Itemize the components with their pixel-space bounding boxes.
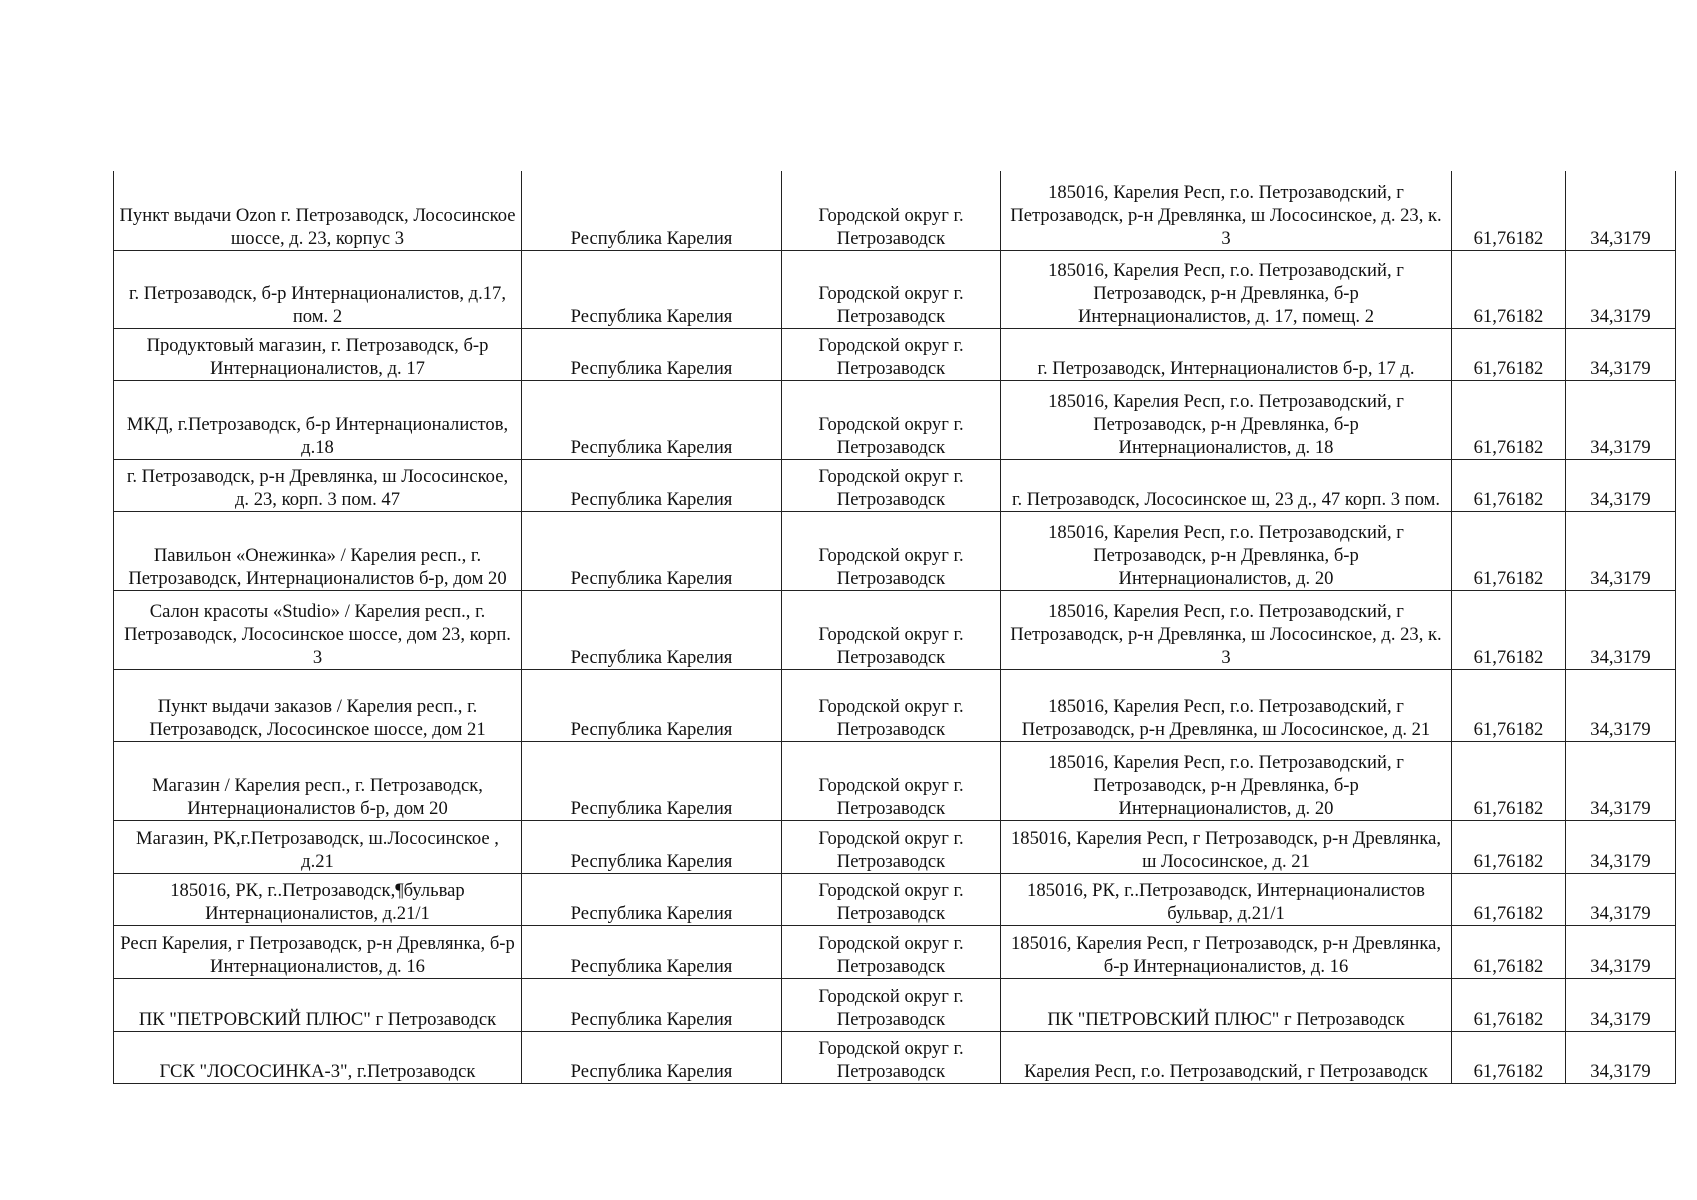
region-cell: Республика Карелия <box>522 171 782 250</box>
latitude-cell: 61,76182 <box>1452 873 1566 925</box>
district-cell: Городской округ г. Петрозаводск <box>782 873 1001 925</box>
latitude-cell: 61,76182 <box>1452 669 1566 741</box>
table-row <box>114 171 1676 250</box>
latitude-cell: 61,76182 <box>1452 250 1566 328</box>
address-cell: 185016, Карелия Респ, г.о. Петрозаводский, г Петрозаводск, р-н Древлянка, б-р Интернационалистов, д. 20 <box>1001 741 1452 820</box>
region-cell: Республика Карелия <box>522 669 782 741</box>
object-name-cell: г. Петрозаводск, р-н Древлянка, ш Лососинское, д. 23, корп. 3 пом. 47 <box>114 459 522 511</box>
address-cell: 185016, Карелия Респ, г.о. Петрозаводский, г Петрозаводск, р-н Древлянка, ш Лососинское, д. 21 <box>1001 669 1452 741</box>
table-row <box>114 925 1676 978</box>
region-cell: Республика Карелия <box>522 741 782 820</box>
longitude-cell: 34,3179 <box>1566 511 1676 590</box>
region-cell: Республика Карелия <box>522 511 782 590</box>
object-name-cell: г. Петрозаводск, б-р Интернационалистов, д.17, пом. 2 <box>114 250 522 328</box>
address-cell: ПК "ПЕТРОВСКИЙ ПЛЮС" г Петрозаводск <box>1001 978 1452 1031</box>
latitude-cell: 61,76182 <box>1452 511 1566 590</box>
region-cell: Республика Карелия <box>522 978 782 1031</box>
district-cell: Городской округ г. Петрозаводск <box>782 590 1001 669</box>
object-name-cell: Продуктовый магазин, г. Петрозаводск, б-р Интернационалистов, д. 17 <box>114 328 522 380</box>
district-cell: Городской округ г. Петрозаводск <box>782 328 1001 380</box>
address-cell: 185016, Карелия Респ, г Петрозаводск, р-н Древлянка, б-р Интернационалистов, д. 16 <box>1001 925 1452 978</box>
district-cell: Городской округ г. Петрозаводск <box>782 250 1001 328</box>
table-row <box>114 978 1676 1031</box>
table-row <box>114 511 1676 590</box>
object-name-cell: Пункт выдачи заказов / Карелия респ., г. Петрозаводск, Лососинское шоссе, дом 21 <box>114 669 522 741</box>
district-cell: Городской округ г. Петрозаводск <box>782 459 1001 511</box>
longitude-cell: 34,3179 <box>1566 171 1676 250</box>
longitude-cell: 34,3179 <box>1566 250 1676 328</box>
object-name-cell: ПК "ПЕТРОВСКИЙ ПЛЮС" г Петрозаводск <box>114 978 522 1031</box>
object-name-cell: Салон красоты «Studio» / Карелия респ., г. Петрозаводск, Лососинское шоссе, дом 23, корп. 3 <box>114 590 522 669</box>
district-cell: Городской округ г. Петрозаводск <box>782 511 1001 590</box>
region-cell: Республика Карелия <box>522 590 782 669</box>
address-cell: 185016, Карелия Респ, г.о. Петрозаводский, г Петрозаводск, р-н Древлянка, б-р Интернационалистов, д. 18 <box>1001 380 1452 459</box>
district-cell: Городской округ г. Петрозаводск <box>782 380 1001 459</box>
longitude-cell: 34,3179 <box>1566 328 1676 380</box>
address-cell: г. Петрозаводск, Лососинское ш, 23 д., 47 корп. 3 пом. <box>1001 459 1452 511</box>
table-row <box>114 1031 1676 1083</box>
address-cell: Карелия Респ, г.о. Петрозаводский, г Петрозаводск <box>1001 1031 1452 1083</box>
district-cell: Городской округ г. Петрозаводск <box>782 1031 1001 1083</box>
district-cell: Городской округ г. Петрозаводск <box>782 741 1001 820</box>
table-row <box>114 250 1676 328</box>
region-cell: Республика Карелия <box>522 820 782 873</box>
object-name-cell: Магазин / Карелия респ., г. Петрозаводск, Интернационалистов б-р, дом 20 <box>114 741 522 820</box>
longitude-cell: 34,3179 <box>1566 925 1676 978</box>
latitude-cell: 61,76182 <box>1452 171 1566 250</box>
object-name-cell: Магазин, РК,г.Петрозаводск, ш.Лососинское , д.21 <box>114 820 522 873</box>
address-cell: 185016, Карелия Респ, г.о. Петрозаводский, г Петрозаводск, р-н Древлянка, б-р Интернационалистов, д. 17, помещ. 2 <box>1001 250 1452 328</box>
longitude-cell: 34,3179 <box>1566 978 1676 1031</box>
latitude-cell: 61,76182 <box>1452 978 1566 1031</box>
region-cell: Республика Карелия <box>522 1031 782 1083</box>
region-cell: Республика Карелия <box>522 380 782 459</box>
longitude-cell: 34,3179 <box>1566 669 1676 741</box>
district-cell: Городской округ г. Петрозаводск <box>782 925 1001 978</box>
table-row <box>114 741 1676 820</box>
region-cell: Республика Карелия <box>522 873 782 925</box>
table-row <box>114 380 1676 459</box>
latitude-cell: 61,76182 <box>1452 1031 1566 1083</box>
region-cell: Республика Карелия <box>522 250 782 328</box>
region-cell: Республика Карелия <box>522 925 782 978</box>
longitude-cell: 34,3179 <box>1566 820 1676 873</box>
address-cell: 185016, Карелия Респ, г.о. Петрозаводский, г Петрозаводск, р-н Древлянка, ш Лососинское, д. 23, к. 3 <box>1001 171 1452 250</box>
longitude-cell: 34,3179 <box>1566 380 1676 459</box>
latitude-cell: 61,76182 <box>1452 820 1566 873</box>
region-cell: Республика Карелия <box>522 328 782 380</box>
longitude-cell: 34,3179 <box>1566 741 1676 820</box>
latitude-cell: 61,76182 <box>1452 459 1566 511</box>
object-name-cell: 185016, РК, г..Петрозаводск,¶бульвар Интернационалистов, д.21/1 <box>114 873 522 925</box>
address-cell: 185016, Карелия Респ, г.о. Петрозаводский, г Петрозаводск, р-н Древлянка, б-р Интернационалистов, д. 20 <box>1001 511 1452 590</box>
table-row <box>114 459 1676 511</box>
table-row <box>114 873 1676 925</box>
address-table <box>113 171 1676 1084</box>
address-cell: 185016, РК, г..Петрозаводск, Интернационалистов бульвар, д.21/1 <box>1001 873 1452 925</box>
latitude-cell: 61,76182 <box>1452 925 1566 978</box>
latitude-cell: 61,76182 <box>1452 328 1566 380</box>
latitude-cell: 61,76182 <box>1452 380 1566 459</box>
longitude-cell: 34,3179 <box>1566 1031 1676 1083</box>
table-row <box>114 669 1676 741</box>
address-cell: г. Петрозаводск, Интернационалистов б-р, 17 д. <box>1001 328 1452 380</box>
address-cell: 185016, Карелия Респ, г.о. Петрозаводский, г Петрозаводск, р-н Древлянка, ш Лососинское, д. 23, к. 3 <box>1001 590 1452 669</box>
latitude-cell: 61,76182 <box>1452 590 1566 669</box>
object-name-cell: Пункт выдачи Ozon г. Петрозаводск, Лососинское шоссе, д. 23, корпус 3 <box>114 171 522 250</box>
region-cell: Республика Карелия <box>522 459 782 511</box>
district-cell: Городской округ г. Петрозаводск <box>782 978 1001 1031</box>
object-name-cell: МКД, г.Петрозаводск, б-р Интернационалистов, д.18 <box>114 380 522 459</box>
address-cell: 185016, Карелия Респ, г Петрозаводск, р-н Древлянка, ш Лососинское, д. 21 <box>1001 820 1452 873</box>
district-cell: Городской округ г. Петрозаводск <box>782 820 1001 873</box>
table-row <box>114 590 1676 669</box>
table-row <box>114 328 1676 380</box>
district-cell: Городской округ г. Петрозаводск <box>782 669 1001 741</box>
longitude-cell: 34,3179 <box>1566 590 1676 669</box>
object-name-cell: Респ Карелия, г Петрозаводск, р-н Древлянка, б-р Интернационалистов, д. 16 <box>114 925 522 978</box>
table-row <box>114 820 1676 873</box>
longitude-cell: 34,3179 <box>1566 459 1676 511</box>
longitude-cell: 34,3179 <box>1566 873 1676 925</box>
district-cell: Городской округ г. Петрозаводск <box>782 171 1001 250</box>
latitude-cell: 61,76182 <box>1452 741 1566 820</box>
object-name-cell: Павильон «Онежинка» / Карелия респ., г. Петрозаводск, Интернационалистов б-р, дом 20 <box>114 511 522 590</box>
object-name-cell: ГСК "ЛОСОСИНКА-3", г.Петрозаводск <box>114 1031 522 1083</box>
